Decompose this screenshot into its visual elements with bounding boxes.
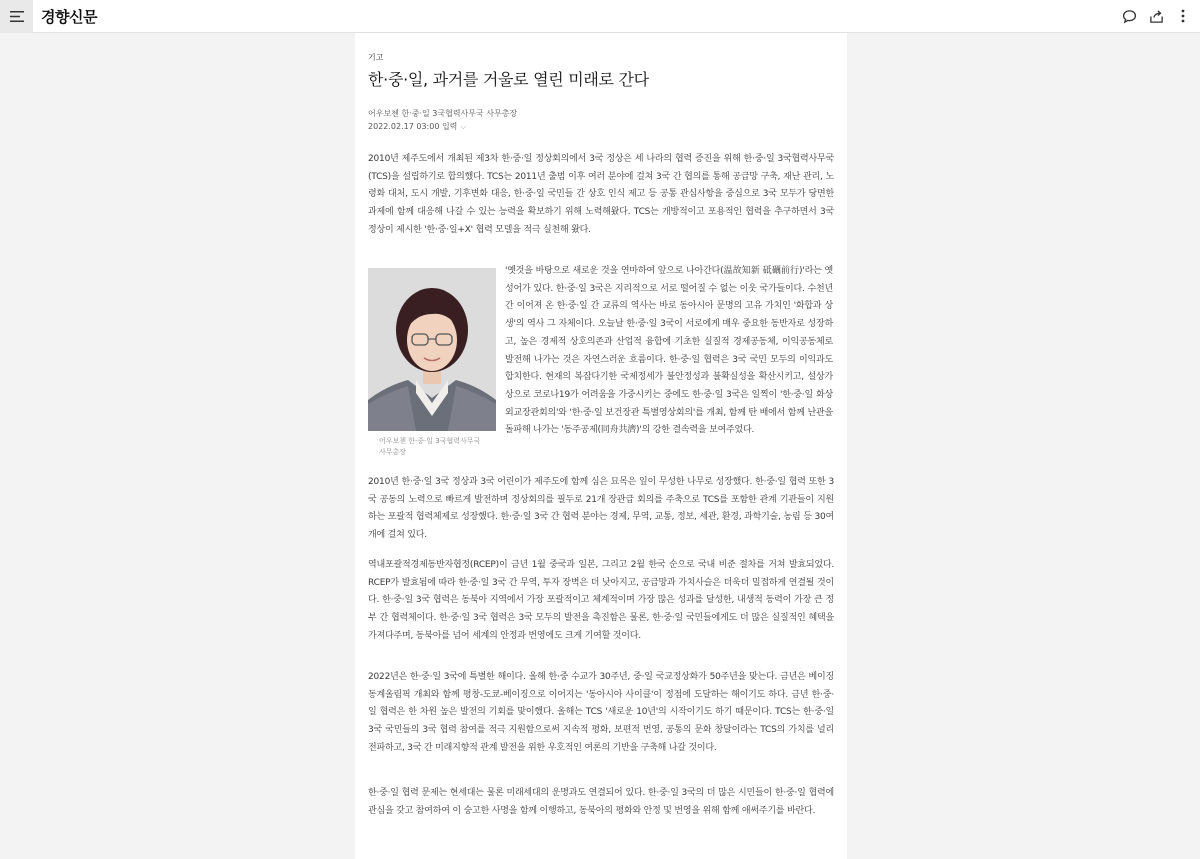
share-icon[interactable] [1147,7,1165,25]
chevron-down-icon[interactable]: ⌵ [460,122,467,131]
top-actions [1120,7,1192,25]
site-logo[interactable]: 경향신문 [41,8,97,26]
publish-date [368,121,466,132]
comment-icon[interactable] [1120,7,1138,25]
top-bar [0,0,1200,33]
article-container [355,33,847,859]
author-photo [368,268,496,431]
paragraph-4: 역내포괄적경제동반자협정(RCEP)이 금년 1월 중국과 일본, 그리고 2월 한국 순으로 국내 비준 절차를 거쳐 발효되었다. RCEP가 발효됨에 따라 한·중·일 3국 간 무역, 투자 장벽은 더 낮아지고, 공급망과 가치사슬은 더욱더 밀접하게 연결될 것이다. 한·중·일 3국 협력은 동북아 지역에서 가장 포괄적이고 체계적이며 가장 많은 성과를 달성한, 내생적 동력이 가장 큰 정부 간 협력체이다. 한·중·일 3국 협력은 3국 모두의 발전을 촉진함은 물론, 한·중·일 국민들에게도 더 많은 실질적인 혜택을 가져다주며, 동북아를 넘어 세계의 안정과 번영에도 크게 기여할 것이다. [368,560,834,641]
hamburger-menu-icon[interactable] [0,0,33,33]
section-label[interactable]: 기고 [368,53,384,62]
paragraph-1: 2010년 제주도에서 개최된 제3차 한·중·일 정상회의에서 3국 정상은 세 나라의 협력 증진을 위해 한·중·일 3국협력사무국(TCS)을 설립하기로 합의했다. TCS는 2011년 출범 이후 여러 분야에 걸쳐 3국 간 협의를 통해 공급망 구축, 재난 관리, 노령화 대처, 도시 개발, 기후변화 대응, 한·중·일 국민들 간 상호 인식 제고 등 공통 관심사항을 중심으로 3국 모두가 당면한 과제에 함께 대응해 나갈 수 있는 능력을 확보하기 위해 노력해왔다. TCS는 개방적이고 포용적인 협력을 추구하면서 3국 정상이 제시한 '한·중·일+X' 협력 모델을 적극 실천해 왔다. [368,154,834,235]
more-icon[interactable] [1174,7,1192,25]
paragraph-3: 2010년 한·중·일 3국 정상과 3국 어린이가 제주도에 함께 심은 묘목은 잎이 무성한 나무로 성장했다. 한·중·일 협력 또한 3국 공동의 노력으로 빠르게 발전하며 정상회의를 필두로 21개 장관급 회의를 주축으로 TCS를 포함한 관계 기관들이 지원하는 포괄적 협력체제로 성장했다. 한·중·일 3국 간 협력 분야는 경제, 무역, 교통, 정보, 세관, 환경, 과학기술, 농림 등 30여 개에 걸쳐 있다. [368,477,834,541]
article-title: 한·중·일, 과거를 거울로 열린 미래로 간다 [368,70,649,89]
photo-caption: 어우보첸 한·중·일 3국협력사무국 사무총장 [379,437,481,456]
paragraph-5: 2022년은 한·중·일 3국에 특별한 해이다. 올해 한·중 수교가 30주년, 중·일 국교정상화가 50주년을 맞는다. 금년은 베이징 동계올림픽 개최와 함께 평창-도쿄-베이징으로 이어지는 '동아시아 사이클'이 정점에 도달하는 해이기도 하다. 금년 한·중·일 협력은 한 차원 높은 발전의 기회를 맞이했다. 올해는 TCS '새로운 10년'의 시작이기도 하기 때문이다. TCS는 한·중·일 3국 국민들의 3국 협력 참여를 적극 지원함으로써 지속적 평화, 보편적 번영, 공통의 문화 창달이라는 TCS의 가치를 널리 전파하고, 3국 간 미래지향적 관계 발전을 위한 우호적인 여론의 기반을 구축해 나갈 것이다. [368,672,834,753]
byline: 어우보첸 한·중·일 3국협력사무국 사무총장 [368,109,518,118]
paragraph-6: 한·중·일 협력 문제는 현세대는 물론 미래세대의 운명과도 연결되어 있다. 한·중·일 3국의 더 많은 시민들이 한·중·일 협력에 관심을 갖고 참여하여 이 숭고한 사명을 함께 이행하고, 동북아의 평화와 안정 및 번영을 위해 함께 애써주기를 바란다. [368,788,834,816]
publish-date-text: 2022.02.17 03:00 입력 [368,122,458,131]
paragraph-2: '옛것을 바탕으로 새로운 것을 연마하여 앞으로 나아간다(温故知新 砥礪前行)'라는 옛 성어가 있다. 한·중·일 3국은 지리적으로 서로 떨어질 수 없는 이웃 국가들이다. 수천년간 이어져 온 한·중·일 간 교류의 역사는 바로 동아시아 문명의 고유 가치인 '화합과 상생'의 역사 그 자체이다. 오늘날 한·중·일 3국이 서로에게 매우 중요한 동반자로 성장하고, 높은 경제적 상호의존과 산업적 융합에 기초한 실질적 경제공동체, 이익공동체로 발전해 나가는 것은 자연스러운 흐름이다. 한·중·일 협력은 3국 국민 모두의 이익과도 합치한다. 현재의 복잡다기한 국제정세가 불안정성과 불확실성을 확산시키고, 설상가상으로 코로나19가 어려움을 가중시키는 중에도 한·중·일 3국은 일찍이 '한·중·일 화상 외교장관회의'와 '한·중·일 보건장관 특별영상회의'를 개최, 함께 탄 배에서 함께 난관을 돌파해 나가는 '동주공제(同舟共濟)'의 강한 결속력을 보여주었다. [505,266,833,436]
